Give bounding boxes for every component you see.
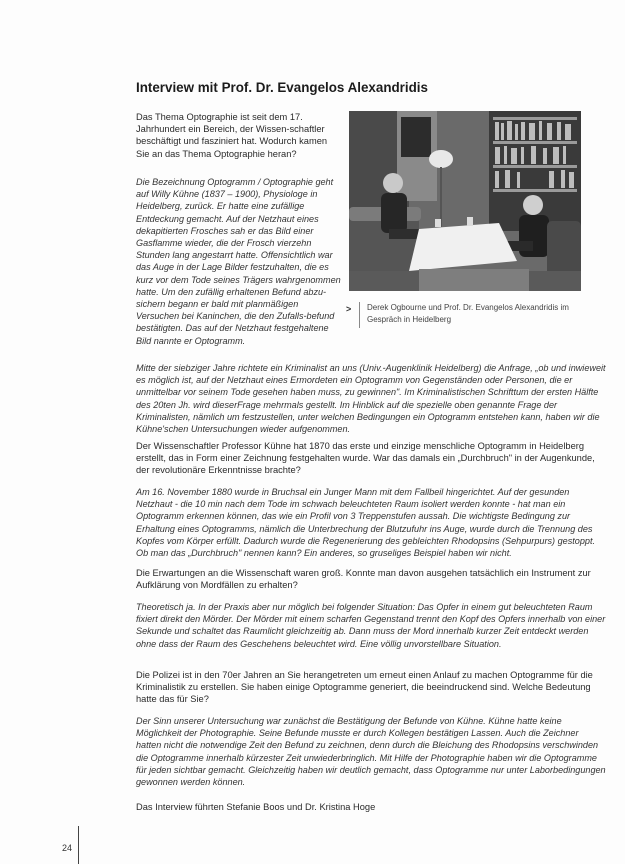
question-1: Das Thema Optographie ist seit dem 17. Jahrhundert ein Bereich, der Wissen-schaftler beschäftigt und fasziniert hat. Wodurch kamen Sie an das Thema Optographie heran?	[136, 112, 328, 159]
answer-1: Die Bezeichnung Optogramm / Optographie geht auf Willy Kühne (1837 – 1900), Physiologe in Heidelberg, zurück. Er hatte eine zufällige Entdeckung gemacht. Auf der Netzhaut eines dekapitierten Frosches sah er das Bild einer Gasflamme wieder, die der Frosch vierzehn Stunden lang angestarrt hatte. Offensichtlich war das Auge in der Lage Bilder festzuhalten, die es kurz vor dem Tode seines Trägers wahrgenommen hatte. Um den zufällig erhaltenen Befund abzu-sichern begann er bald mit planmäßigen Versuchen bei Kaninchen, die den Zufalls-befund bestätigten. Das auf der Netzhaut festgehaltene Bild nannte er Optogramm.	[136, 177, 341, 346]
answer-4: Der Sinn unserer Untersuchung war zunächst die Bestätigung der Befunde von Kühne. Kühne hatte keine Möglichkeit der Photographie. Seine Befunde musste er durch Kollegen bestätigen Lassen. Auch die Zeichner hatten nicht die notwendige Zeit den Befund zu zeichnen, denn durch die Bleichung des Rhodopsins verschwinden die Optogramme innerhalb kürzester Zeit unwiederbringlich. Mit Hilfe der Photographie haben wir die Optogramme für jeden sichtbar gemacht. Gleichzeitig haben wir deutlich gemacht, dass Optogramme nur unter Laborbedingungen gewonnen werden können.	[136, 716, 606, 788]
page-title: Interview mit Prof. Dr. Evangelos Alexandridis	[136, 80, 428, 95]
page-number-rule	[78, 826, 79, 864]
interview-photo	[349, 111, 581, 291]
answer-2: Am 16. November 1880 wurde in Bruchsal ein Junger Mann mit dem Fallbeil hingerichtet. Auf der gesunden Netzhaut - die 10 min nach dem Tode im schwach beleuchteten Raum isoliert werden konnte - hat man ein Optogramm erkennen können, das wie ein Profil von 3 Treppenstufen aussah. Die wichtigste Bedingung zur Erhaltung eines Optogramms, nämlich die Unterbrechung der Blutzufuhr ins Auge, wurde durch die Trennung des Kopfes vom Körper erfüllt. Dadurch wurde die Regenerierung des gebleichten Rhodopsins (Sehpurpurs) gestoppt. Ob man das „Durchbruch" nennen kann? Ein anderes, so gruseliges Beispiel haben wir nicht.	[136, 487, 595, 559]
question-4: Die Polizei ist in den 70er Jahren an Sie herangetreten um erneut einen Anlauf zu machen Optogramme für die Kriminalistik zu erstellen. Sie haben einige Optogramme generiert, die beeindruckend sind. Welche Bedeutung hatte das für Sie?	[136, 670, 593, 705]
question-2: Der Wissenschaftler Professor Kühne hat 1870 das erste und einzige menschliche Optogramm in Heidelberg erstellt, das in Form einer Zeichnung festgehalten wurde. War das damals ein „Durchbruch" in der Augenkunde, der revolutionäre Erkenntnisse brachte?	[136, 441, 595, 476]
answer-1-continued: Mitte der siebziger Jahre richtete ein Kriminalist an uns (Univ.-Augenklinik Heidelberg) die Anfrage, „ob und inwieweit es möglich ist, auf der Netzhaut eines Ermordeten ein Optogramm von Gegenständen oder Personen, die er unmittelbar vor seinem Tode gesehen haben muss, zu gewinnen". Im Kriminalistischen Schrifttum der ersten Hälfte des 20ten Jh. wird dieserFrage mehrmals gestellt. Im Hinblick auf die spezielle oben genannte Frage der Kriminalisten, nämlich um festzustellen, unter welchen Bedingungen ein Optogramm entstehen kann, haben wir die Kühne'schen Untersuchungen wieder aufgenommen.	[136, 363, 606, 435]
interview-credits: Das Interview führten Stefanie Boos und Dr. Kristina Hoge	[136, 802, 376, 812]
caption-text: Derek Ogbourne und Prof. Dr. Evangelos Alexandridis im Gespräch in Heidelberg	[367, 303, 569, 324]
question-3: Die Erwartungen an die Wissenschaft waren groß. Konnte man davon ausgehen tatsächlich ein Instrument zur Aufklärung von Mordfällen zu erhalten?	[136, 568, 591, 591]
caption-arrow: >	[346, 304, 352, 314]
caption-divider	[359, 302, 360, 328]
answer-3: Theoretisch ja. In der Praxis aber nur möglich bei folgender Situation: Das Opfer in einem gut beleuchteten Raum fixiert direkt den Mörder. Der Mörder mit einem scharfen Gegenstand trennt den Kopf des Opfers innerhalb von einer Sekunde und schaltet das Raumlicht gleichzeitig ab. Dann muss der Mord innerhalb kurzer Zeit entdeckt werden ohne dass der Raum des Geschehens beleuchtet wird. Eine völlig unvorstellbare Situation.	[136, 602, 606, 649]
page-number: 24	[62, 843, 73, 853]
